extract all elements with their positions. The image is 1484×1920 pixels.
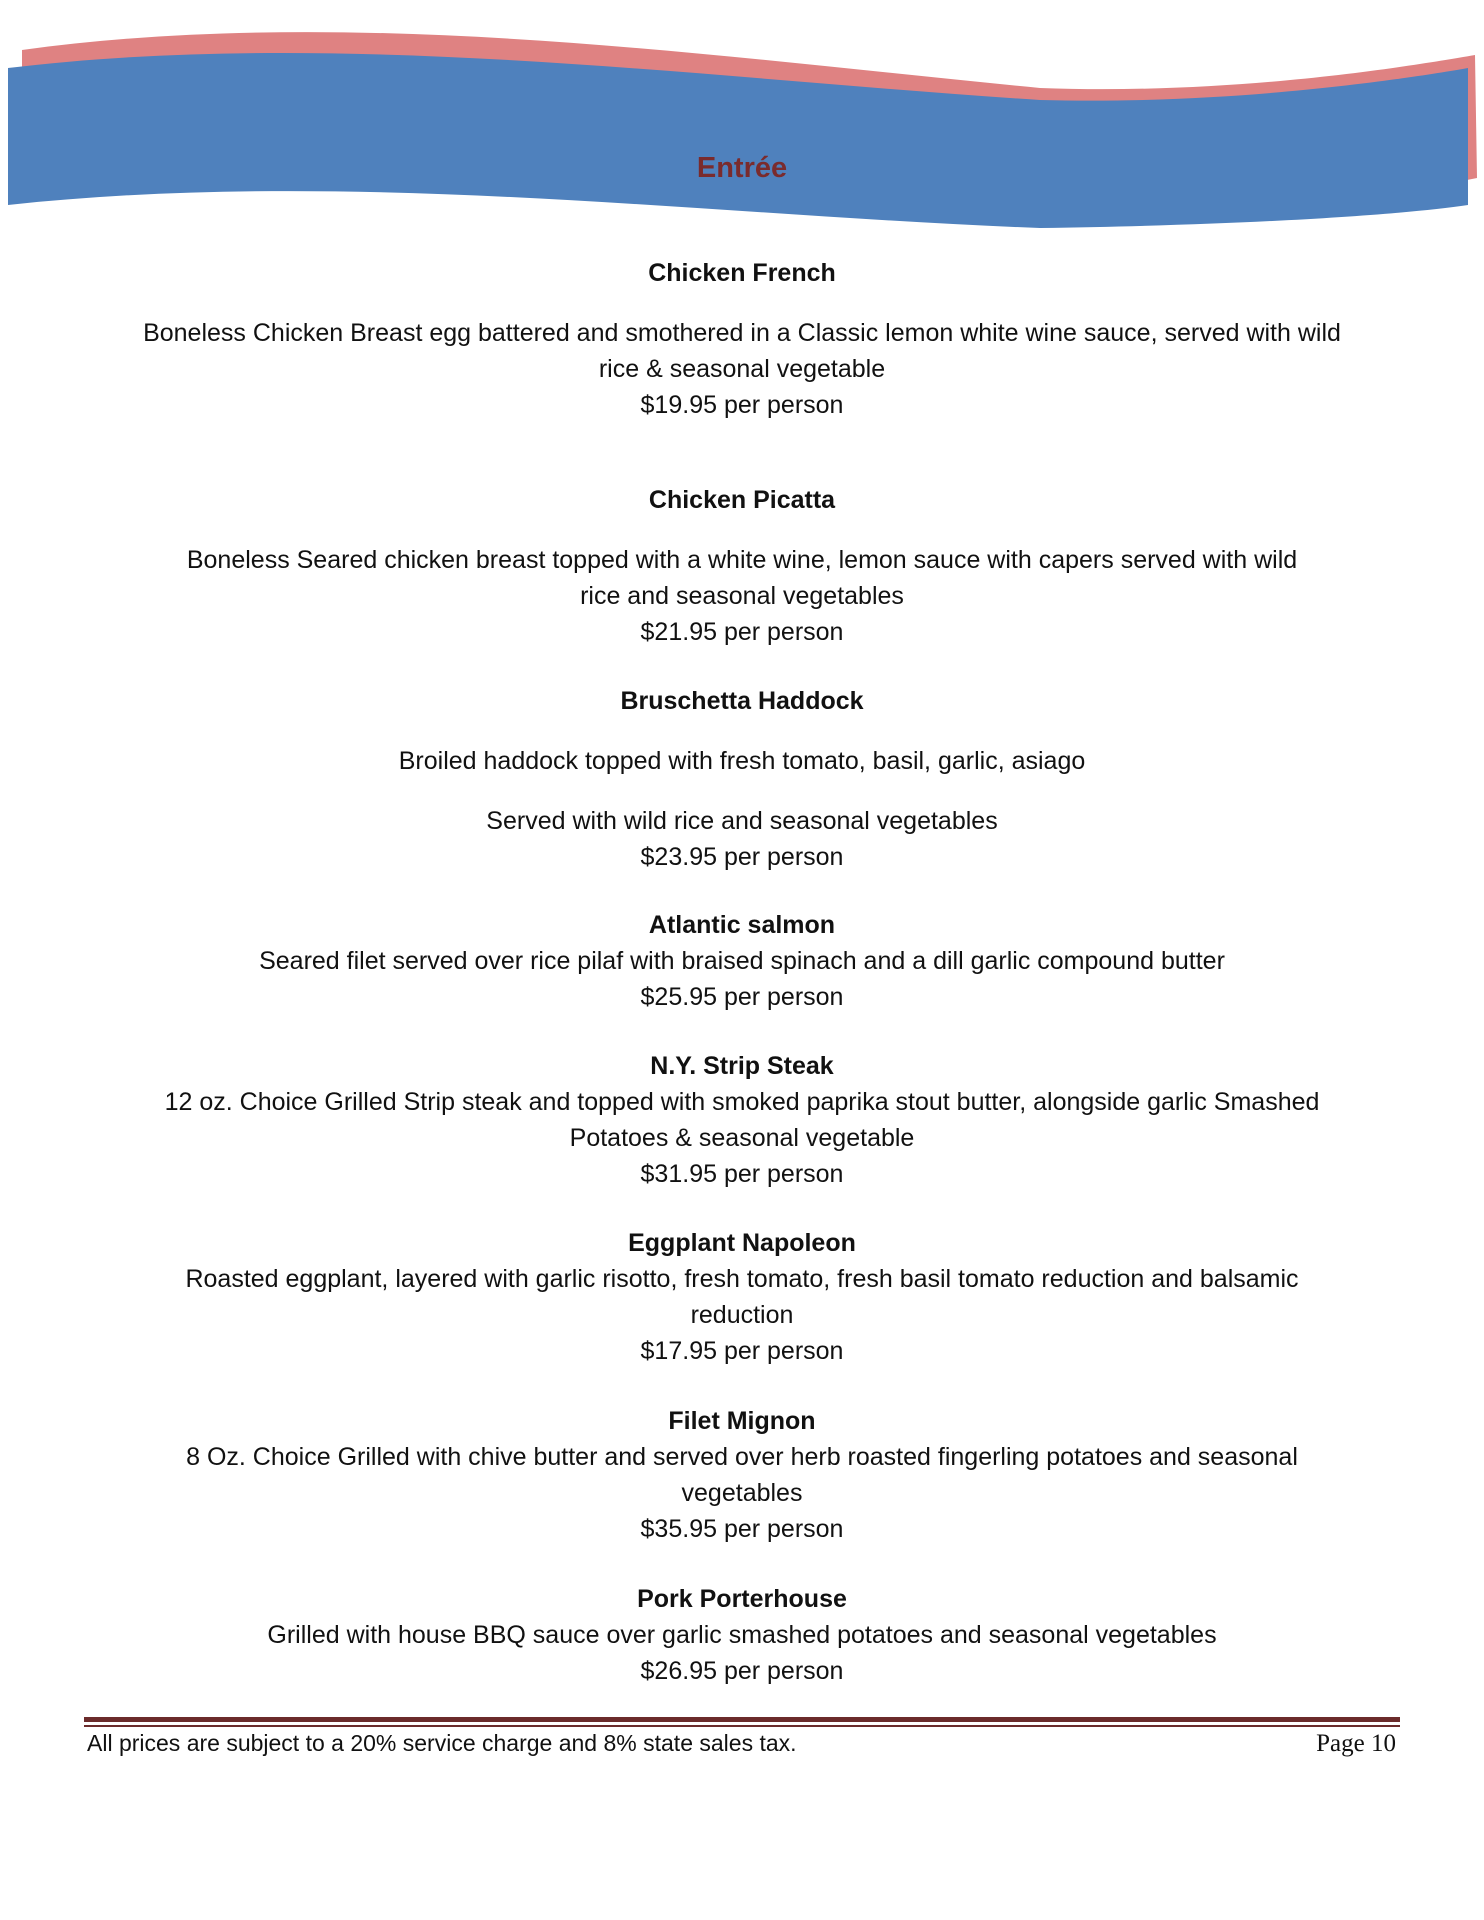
- dish-description: Roasted eggplant, layered with garlic risotto, fresh tomato, fresh basil tomato reduction and balsamic: [185, 1265, 1299, 1293]
- dish-description: Boneless Chicken Breast egg battered and smothered in a Classic lemon white wine sauce, served with wild: [143, 319, 1341, 347]
- menu-item-filet-mignon: [0, 1403, 1484, 1547]
- footer-rule-thick: [84, 1717, 1400, 1722]
- dish-price: $35.95 per person: [640, 1515, 844, 1543]
- dish-description: Boneless Seared chicken breast topped with a white wine, lemon sauce with capers served with wild: [186, 546, 1298, 574]
- banner-wave-front: [8, 53, 1468, 228]
- dish-description: Potatoes & seasonal vegetable: [569, 1124, 915, 1152]
- dish-price: $17.95 per person: [640, 1337, 844, 1365]
- dish-description: Served with wild rice and seasonal vegetables: [486, 807, 998, 835]
- dish-name: Filet Mignon: [668, 1407, 816, 1435]
- footer-note: All prices are subject to a 20% service charge and 8% state sales tax.: [87, 1730, 797, 1756]
- dish-name: Pork Porterhouse: [637, 1585, 847, 1613]
- section-title: Entrée: [696, 152, 788, 184]
- menu-item-atlantic-salmon: [0, 907, 1484, 1015]
- dish-description: rice & seasonal vegetable: [598, 355, 886, 383]
- dish-description: Grilled with house BBQ sauce over garlic smashed potatoes and seasonal vegetables: [267, 1621, 1217, 1649]
- banner-wave: [0, 0, 1484, 240]
- dish-name: Eggplant Napoleon: [628, 1229, 856, 1257]
- dish-price: $23.95 per person: [640, 843, 844, 871]
- dish-description: Broiled haddock topped with fresh tomato, basil, garlic, asiago: [398, 747, 1086, 775]
- dish-description: 8 Oz. Choice Grilled with chive butter and served over herb roasted fingerling potatoes and seasonal: [186, 1443, 1298, 1471]
- dish-description: reduction: [690, 1301, 794, 1329]
- dish-name: Bruschetta Haddock: [620, 687, 864, 715]
- dish-price: $26.95 per person: [640, 1657, 844, 1685]
- dish-name: Chicken French: [648, 259, 836, 287]
- dish-description: vegetables: [681, 1479, 803, 1507]
- page-number: Page 10: [1316, 1730, 1396, 1757]
- dish-name: Chicken Picatta: [648, 486, 836, 514]
- dish-name: N.Y. Strip Steak: [650, 1052, 834, 1080]
- dish-price: $21.95 per person: [640, 618, 844, 646]
- dish-description: 12 oz. Choice Grilled Strip steak and topped with smoked paprika stout butter, alongside garlic Smashed: [164, 1088, 1320, 1116]
- menu-item-bruschetta-haddock: [0, 683, 1484, 875]
- dish-description: Seared filet served over rice pilaf with braised spinach and a dill garlic compound butter: [259, 947, 1225, 975]
- dish-price: $31.95 per person: [640, 1160, 844, 1188]
- menu-item-ny-strip-steak: [0, 1048, 1484, 1192]
- footer-rule-thin: [84, 1725, 1400, 1727]
- menu-item-chicken-picatta: [0, 482, 1484, 650]
- header-banner: [0, 0, 1484, 240]
- dish-price: $19.95 per person: [640, 391, 844, 419]
- dish-price: $25.95 per person: [640, 983, 844, 1011]
- dish-description: rice and seasonal vegetables: [580, 582, 904, 610]
- menu-item-chicken-french: [0, 255, 1484, 423]
- menu-item-eggplant-napoleon: [0, 1225, 1484, 1369]
- menu-item-pork-porterhouse: [0, 1581, 1484, 1689]
- dish-name: Atlantic salmon: [648, 911, 836, 939]
